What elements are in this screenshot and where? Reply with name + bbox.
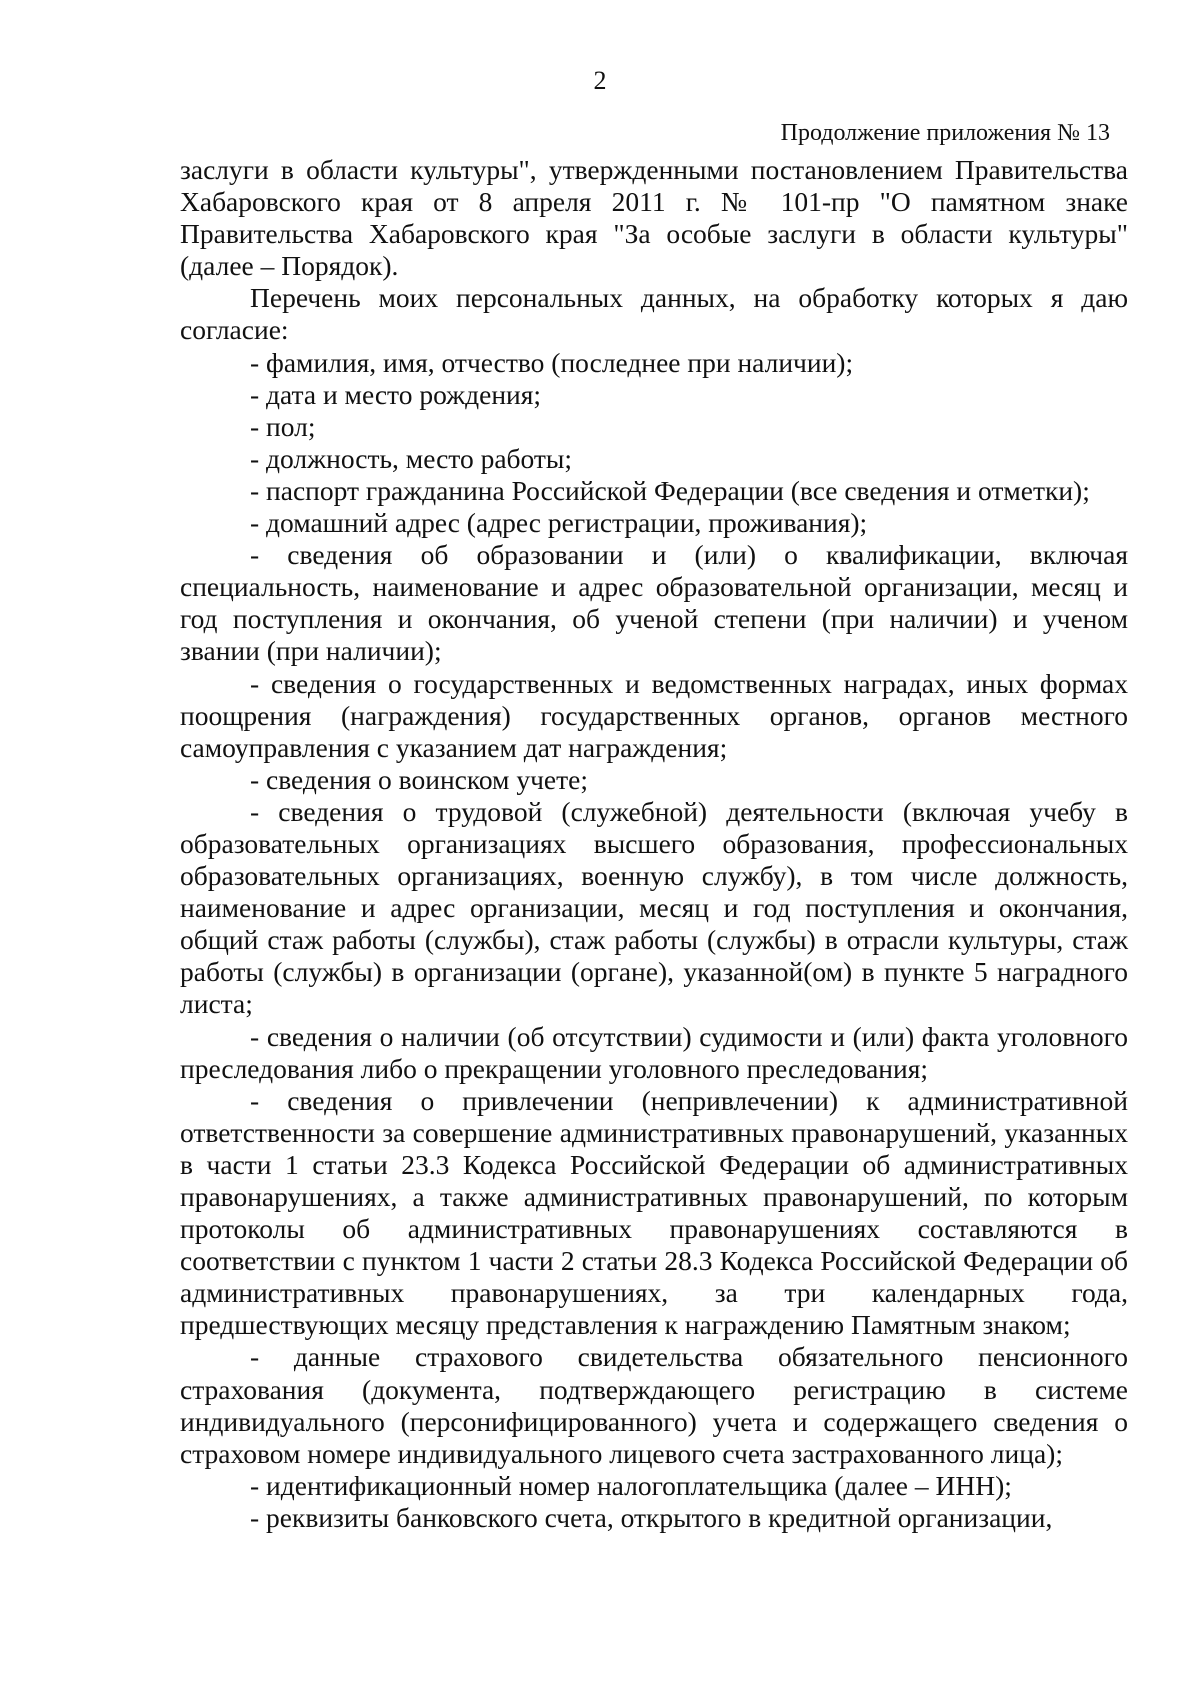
list-item-bank-account: - реквизиты банковского счета, открытого в кредитной организации,	[250, 1501, 1053, 1533]
list-item-education: - сведения об образовании и (или) о квалификации, включая специальность, наименование и адрес образовательной организации, месяц и год поступления и окончания, об ученой степени (при наличии) и ученом звании (при наличии);	[180, 539, 1128, 667]
list-item-administrative: - сведения о привлечении (непривлечении) к административной ответственности за совершение административных правонарушений, указанных в части 1 статьи 23.3 Кодекса Российской Федерации об административных правонарушениях, а также административных правонарушений, по которым протоколы об административных правонарушениях составляются в соответствии с пунктом 1 части 2 статьи 28.3 Кодекса Российской Федерации об административных правонарушениях, за три календарных года, предшествующих месяцу представления к награждению Памятным знаком;	[180, 1084, 1128, 1341]
list-item-passport: - паспорт гражданина Российской Федерации (все сведения и отметки);	[250, 474, 1090, 506]
appendix-continuation-note: Продолжение приложения № 13	[780, 120, 1110, 146]
list-item-full-name: - фамилия, имя, отчество (последнее при наличии);	[250, 346, 854, 378]
page-number: 2	[593, 66, 607, 95]
list-item-sex: - пол;	[250, 410, 316, 442]
list-item-employment: - сведения о трудовой (служебной) деятельности (включая учебу в образовательных организациях высшего образования, профессиональных образовательных организациях, военную службу), в том числе должность, наименование и адрес организации, месяц и год поступления и окончания, общий стаж работы (службы), стаж работы (службы) в отрасли культуры, стаж работы (службы) в организации (органе), указанной(ом) в пункте 5 наградного листа;	[180, 795, 1128, 1020]
list-item-birth: - дата и место рождения;	[250, 378, 542, 410]
list-item-pension-insurance: - данные страхового свидетельства обязательного пенсионного страхования (документа, подтверждающего регистрацию в системе индивидуального (персонифицированного) учета и содержащего сведения о страховом номере индивидуального лицевого счета застрахованного лица);	[180, 1341, 1128, 1469]
document-body	[180, 154, 1128, 1534]
paragraph-intro: заслуги в области культуры", утвержденными постановлением Правительства Хабаровского края от 8 апреля 2011 г. № 101-пр "О памятном знаке Правительства Хабаровского края "За особые заслуги в области культуры" (далее – Порядок).	[180, 154, 1128, 282]
paragraph-consent-list-heading: Перечень моих персональных данных, на обработку которых я даю согласие:	[180, 282, 1128, 346]
list-item-position: - должность, место работы;	[250, 442, 573, 474]
list-item-awards: - сведения о государственных и ведомственных наградах, иных формах поощрения (награждения) государственных органов, органов местного самоуправления с указанием дат награждения;	[180, 667, 1128, 763]
list-item-criminal-record: - сведения о наличии (об отсутствии) судимости и (или) факта уголовного преследования либо о прекращении уголовного преследования;	[180, 1020, 1128, 1084]
list-item-inn: - идентификационный номер налогоплательщика (далее – ИНН);	[250, 1469, 1012, 1501]
list-item-address: - домашний адрес (адрес регистрации, проживания);	[250, 507, 868, 539]
list-item-military: - сведения о воинском учете;	[250, 763, 588, 795]
